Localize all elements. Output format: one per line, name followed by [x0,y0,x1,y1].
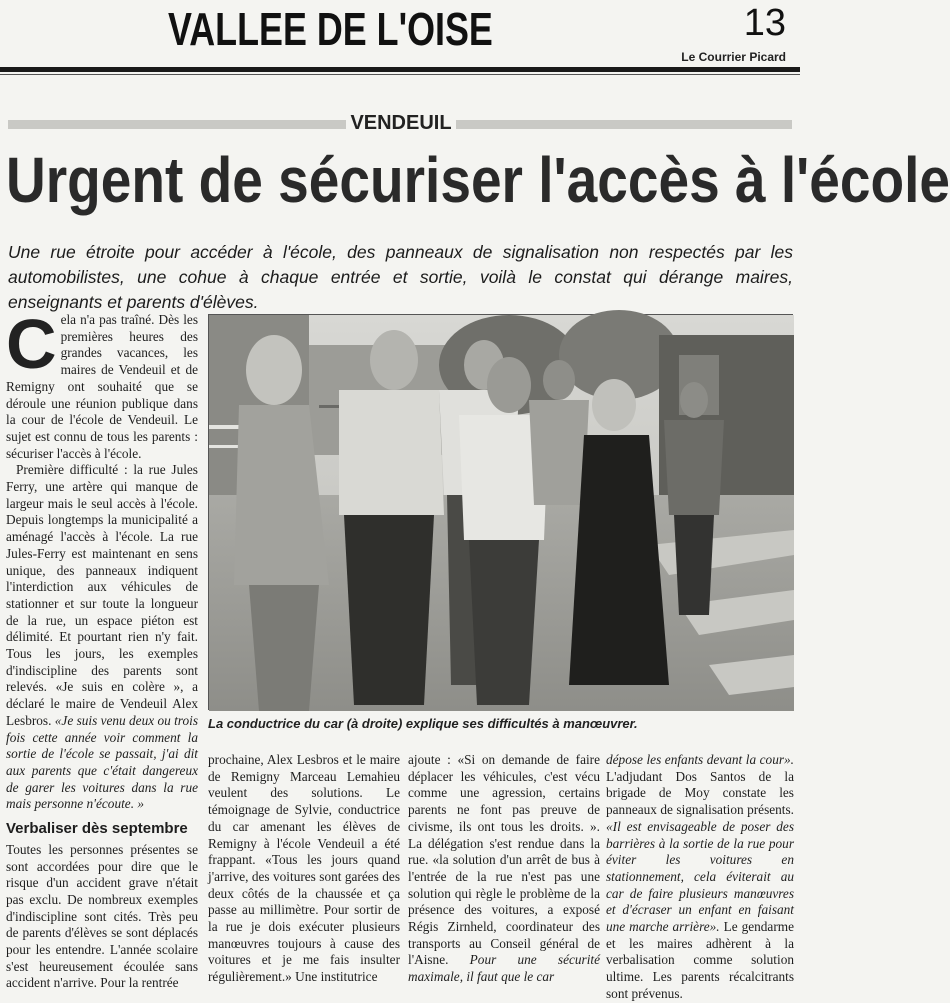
article-photo [208,314,793,710]
conclusion-text: Le gendarme et les maires adhèrent à la verbalisation comme solution ultime. Les parents récalcitrants sont prévenus. [606,919,794,1001]
newspaper-name: Le Courrier Picard [681,50,786,64]
drop-cap: C [6,305,57,383]
paragraph-gendarme [606,752,794,1003]
paragraph-transport-text: ajoute : «Si on demande de faire déplacer les véhicules, c'est vécu comme une agression, certains parents ne font pas preuve de civisme, ils ont tous les droits. ». La délégation s'est rendue dans la rue. «la solution d'un arrêt de bus à l'entrée de la rue n'est pas une solution qui règle le problème de la présence des voitures, a exposé Régis Zirnheld, coordinateur des transports au Conseil général de l'Aisne. [408,752,600,968]
photo-illustration [209,315,794,711]
paragraph-difficulty-text: Première difficulté : la rue Jules Ferry, une artère qui manque de largeur mais le seul accès à l'école. Depuis longtemps la municipalité a aménagé l'accès à l'école. La rue Jules-Ferry est maintenant en sens unique, des panneaux indiquent l'interdiction aux véhicules de stationner et sur toute la longueur de la rue, un espace piéton est délimité. Et pourtant rien n'y fait. Tous les jours, les exemples d'indiscipline des parents sont relevés. «Je suis en colère », a déclaré le maire de Vendeuil Alex Lesbros. [6,462,198,728]
mayor-quote: «Je suis venu deux ou trois fois cette année voir comment la sortie de l'école se passait, j'ai dit aux parents que c'était dangereux de garer les voitures dans la rue mais personne n'écoute. » [6,712,199,812]
page-number: 13 [743,2,786,44]
article-column-3 [408,752,600,986]
paragraph-driver: prochaine, Alex Lesbros et le maire de Remigny Marceau Lemahieu veulent des solutions. Le témoignage de Sylvie, conductrice du car amenant les élèves de Remigny à l'école Vendeuil a été frappant. «Tous les jours quand j'arrive, des voitures sont garées des deux côtés de la chaussée et ça passe au millimètre. Pour sortir de la rue je dois exécuter plusieurs manœuvres toujours à cause des voitures et je me fais insulter régulièrement.» Une institutrice [208,752,400,985]
article-column-1 [6,305,199,992]
article-headline: Urgent de sécuriser l'accès à l'école [6,144,950,216]
header-rule-thin [0,74,800,75]
gendarme-text: L'adjudant Dos Santos de la brigade de Moy constate les panneaux de signalisation présents. [606,768,794,818]
kicker-bar-right [456,120,792,129]
transport-quote-end: dépose les enfants devant la cour». [606,752,794,767]
header-rule [0,67,800,72]
paragraph-difficulty [6,462,198,813]
article-column-4 [606,752,794,1003]
section-title: VALLEE DE L'OISE [168,3,493,55]
gendarme-quote: «Il est envisageable de poser des barrières à la sortie de la rue pour éviter les voitures en stationnement, cela éviterait au car de faire plusieurs manœuvres et d'écraser un enfant en faisant une marche arrière». [606,818,794,935]
transport-quote: Pour une sécurité maximale, il faut que le car [408,952,600,985]
page-header [0,0,800,82]
article-kicker: VENDEUIL [350,112,452,134]
photo-caption: La conductrice du car (à droite) explique ses difficultés à manœuvrer. [208,716,638,731]
paragraph-transport [408,752,600,986]
kicker-bar-left [8,120,346,129]
article-column-2 [208,752,400,986]
paragraph-intro: ela n'a pas traîné. Dès les premières heures des grandes vacances, les maires de Vendeuil et de Remigny ont souhaité que se déroule une réunion publique dans la cour de l'école de Vendeuil. Le sujet est connu de tous les parents : sécuriser l'accès à l'école. [6,312,198,461]
article-lead: Une rue étroite pour accéder à l'école, des panneaux de signalisation non respectés par les automobilistes, une cohue à chaque entrée et sortie, voilà le constat qui dérange maires, enseignants et parents d'élèves. [8,242,793,312]
paragraph-risk: Toutes les personnes présentes se sont accordées pour dire que le risque d'un accident grave n'était pas exclu. De nombreux exemples d'indiscipline sont cités. Très peu de parents d'élèves se sont déplacés pour les entendre. L'année scolaire s'est heureusement écoulée sans accident n'arrive. Pour la rentrée [6,841,198,991]
subheading: Verbaliser dès septembre [6,820,188,838]
